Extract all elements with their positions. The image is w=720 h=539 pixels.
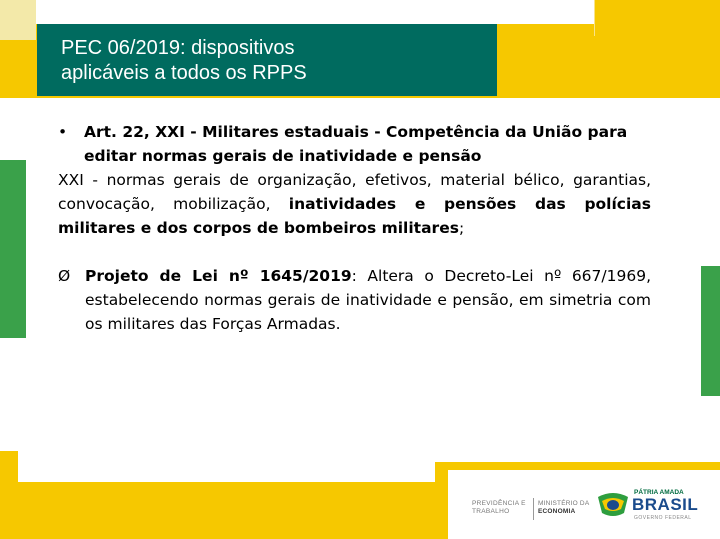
xxi-text-end: ; (458, 219, 465, 237)
footer-logos (472, 486, 712, 526)
bullet-art22-text: Art. 22, XXI - Militares estaduais - Competência da União para editar normas gerais de inatividade e pensão (84, 123, 628, 165)
slide-body (58, 120, 651, 336)
ministerio-line-2: ECONOMIA (538, 508, 576, 515)
previdencia-line-1: PREVIDÊNCIA E (472, 500, 526, 507)
brasil-text: BRASIL (632, 495, 699, 514)
left-green-bar (0, 160, 26, 338)
right-green-bar (701, 266, 720, 396)
xxi-text-bold: inatividades e pensões das polícias militares e dos corpos de bombeiros militares (58, 195, 651, 237)
top-right-yellow-block (594, 0, 720, 36)
brazil-flag-icon (596, 489, 630, 519)
slide-title-box (37, 24, 497, 96)
bullet-art22 (58, 120, 651, 168)
xxi-paragraph (58, 168, 651, 240)
arrow-bullet-icon: Ø (58, 267, 71, 285)
patria-amada-text: PÁTRIA AMADA (634, 489, 684, 496)
bullet-marker: • (58, 123, 68, 141)
footer-left-block (0, 451, 18, 482)
previdencia-line-2: TRABALHO (472, 508, 510, 515)
slide-title-line-1: PEC 06/2019: dispositivos (61, 37, 295, 59)
bullet-projeto-lei (58, 264, 651, 336)
logo-separator (533, 498, 534, 520)
top-white-strip (36, 0, 594, 24)
slide-title-line-2: aplicáveis a todos os RPPS (61, 62, 307, 84)
ministerio-logo-text (538, 500, 589, 516)
ministerio-line-1: MINISTÉRIO DA (538, 500, 590, 507)
projeto-lei-text-block (85, 264, 651, 336)
governo-federal-text: GOVERNO FEDERAL (634, 515, 692, 521)
previdencia-logo-text (472, 500, 526, 516)
projeto-lei-text: : Altera o Decreto-Lei nº 667/1969, estabelecendo normas gerais de inatividade e pensão, em simetria com os militares das Forças Armadas. (85, 267, 651, 333)
top-left-pale-block (0, 0, 36, 40)
xxi-text-plain: XXI - normas gerais de organização, efetivos, material bélico, garantias, convocação, mobilização, (58, 171, 651, 213)
projeto-lei-title: Projeto de Lei nº 1645/2019 (85, 267, 352, 285)
